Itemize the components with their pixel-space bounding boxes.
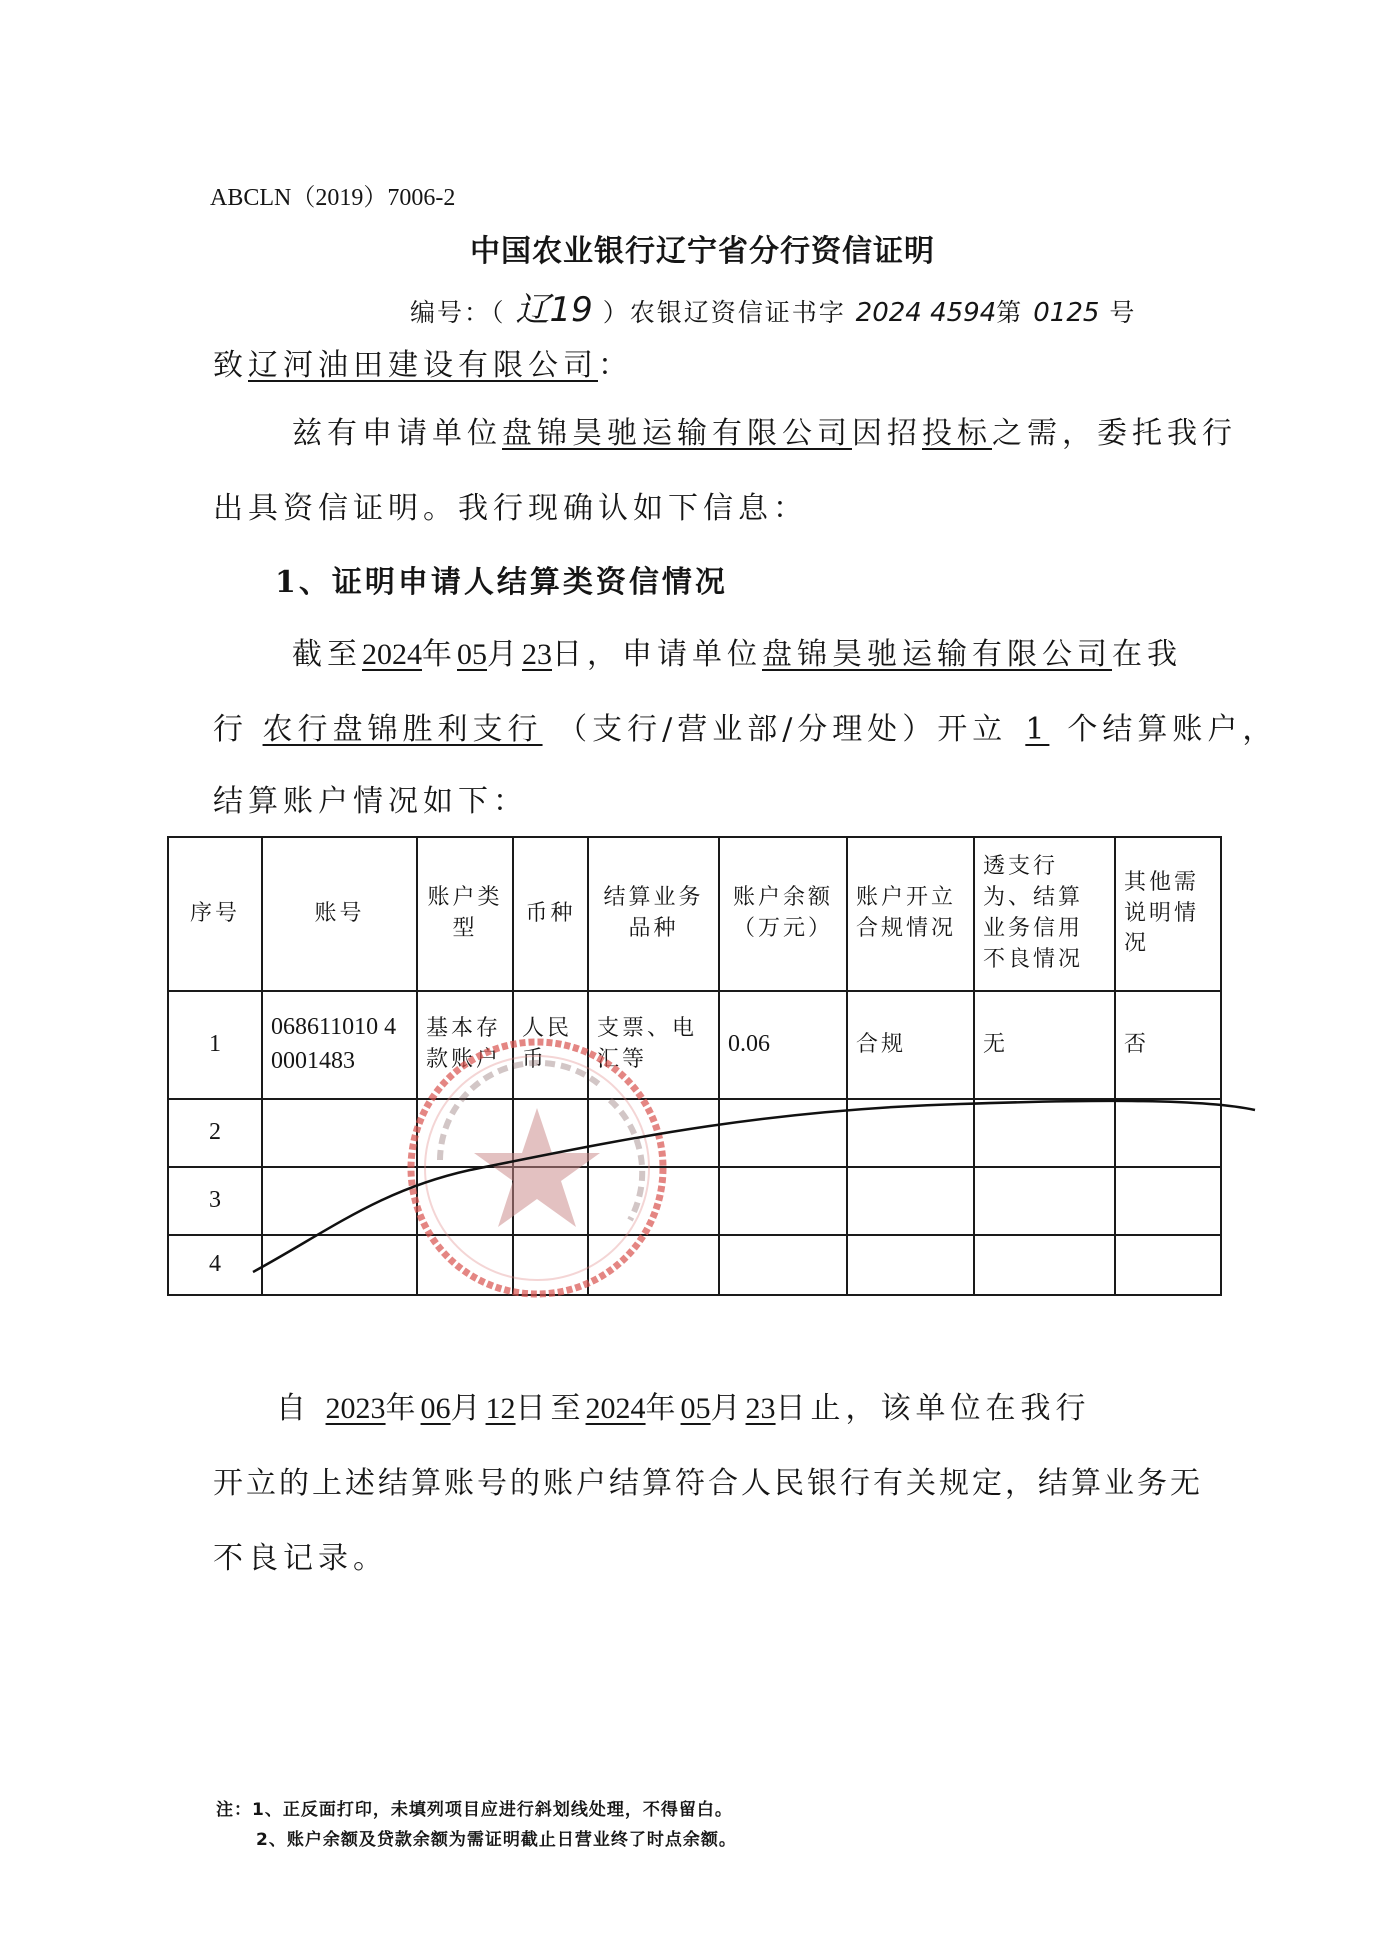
number-prefix: 编号：（ — [410, 298, 506, 327]
section-heading: 1、证明申请人结算类资信情况 — [275, 565, 728, 600]
as-of-day: 23 — [522, 638, 552, 671]
header-other: 其他需说明情况 — [1115, 837, 1221, 991]
note-2: 2、账户余额及贷款余额为需证明截止日营业终了时点余额。 — [256, 1830, 737, 1850]
cell-compliance — [847, 1099, 974, 1167]
cell-compliance: 合规 — [847, 991, 974, 1099]
cell-business: 支票、电汇等 — [588, 991, 719, 1099]
table-header-row — [168, 837, 1221, 991]
cell-currency: 人民币 — [513, 991, 588, 1099]
addressee-prefix: 致 — [213, 348, 248, 383]
as-of-month: 05 — [457, 638, 487, 671]
cell-balance: 0.06 — [719, 991, 847, 1099]
as-of-text: （支行/营业部/分理处）开立 — [557, 712, 1008, 747]
period-text: 年 — [645, 1391, 681, 1426]
period-line-3: 不良记录。 — [213, 1541, 388, 1576]
header-balance: 账户余额（万元） — [719, 837, 847, 991]
period-line-2: 开立的上述结算账号的账户结算符合人民银行有关规定，结算业务无 — [213, 1466, 1203, 1501]
as-of-line-2 — [213, 704, 1277, 748]
cell-account-type: 基本存款账户 — [417, 991, 513, 1099]
intro-line-2: 出具资信证明。我行现确认如下信息： — [213, 491, 808, 526]
intro-text: 兹有申请单位 — [292, 416, 502, 451]
as-of-text: 行 — [213, 712, 248, 747]
cell-bad-credit — [974, 1099, 1115, 1167]
cell-currency — [513, 1167, 588, 1235]
cell-account-no — [262, 1235, 417, 1295]
purpose: 投标 — [922, 416, 992, 451]
period-to-month: 05 — [680, 1392, 711, 1425]
period-text: 月 — [450, 1391, 486, 1426]
account-count: 1 — [1025, 712, 1050, 747]
addressee-line — [213, 340, 633, 384]
as-of-line-1 — [292, 629, 1182, 673]
cell-other — [1115, 1235, 1221, 1295]
header-index: 序号 — [168, 837, 262, 991]
cell-balance — [719, 1235, 847, 1295]
as-of-text: 年 — [422, 637, 457, 672]
as-of-text: 截至 — [292, 637, 362, 672]
addressee-name: 辽河油田建设有限公司 — [248, 348, 598, 383]
header-compliance: 账户开立合规情况 — [847, 837, 974, 991]
header-account-no: 账号 — [262, 837, 417, 991]
intro-text: 之需，委托我行 — [992, 416, 1237, 451]
table-row — [168, 1099, 1221, 1167]
period-text: 月 — [710, 1391, 746, 1426]
note-1: 注：1、正反面打印，未填列项目应进行斜划线处理，不得留白。 — [216, 1800, 733, 1820]
cell-index: 1 — [168, 991, 262, 1099]
header-business: 结算业务品种 — [588, 837, 719, 991]
handwritten-code: 2024 4594 — [855, 298, 997, 328]
applicant-name: 盘锦昊驰运输有限公司 — [502, 416, 852, 451]
applicant-name: 盘锦昊驰运输有限公司 — [762, 637, 1112, 672]
cell-account-no — [262, 1167, 417, 1235]
table-row — [168, 1167, 1221, 1235]
cell-business — [588, 1099, 719, 1167]
cell-index: 3 — [168, 1167, 262, 1235]
branch-name: 农行盘锦胜利支行 — [262, 712, 543, 747]
cell-business — [588, 1167, 719, 1235]
document-title: 中国农业银行辽宁省分行资信证明 — [470, 234, 935, 269]
cell-compliance — [847, 1235, 974, 1295]
cell-compliance — [847, 1167, 974, 1235]
header-bad-credit: 透支行为、结算业务信用不良情况 — [974, 837, 1115, 991]
cell-balance — [719, 1167, 847, 1235]
header-account-type: 账户类型 — [417, 837, 513, 991]
cell-bad-credit — [974, 1235, 1115, 1295]
period-from-day: 12 — [485, 1392, 516, 1425]
header-currency: 币种 — [513, 837, 588, 991]
as-of-text: 月 — [487, 637, 522, 672]
form-code: ABCLN（2019）7006-2 — [210, 185, 456, 211]
cell-account-no — [262, 1099, 417, 1167]
account-table — [167, 836, 1222, 1296]
as-of-year: 2024 — [362, 638, 422, 671]
cell-currency — [513, 1099, 588, 1167]
as-of-text: 日，申请单位 — [552, 637, 762, 672]
period-from-year: 2023 — [325, 1392, 386, 1425]
cell-other — [1115, 1167, 1221, 1235]
period-text: 年 — [385, 1391, 421, 1426]
number-di: 第 — [996, 298, 1024, 327]
table-row — [168, 1235, 1221, 1295]
cell-account-no: 068611010 40001483 — [262, 991, 417, 1099]
addressee-suffix: ： — [598, 348, 633, 383]
cell-account-type — [417, 1099, 513, 1167]
as-of-text: 在我 — [1112, 637, 1182, 672]
period-line-1 — [276, 1383, 1091, 1427]
period-text: 日至 — [515, 1391, 586, 1426]
table-row — [168, 991, 1221, 1099]
as-of-line-3: 结算账户情况如下： — [213, 784, 528, 819]
intro-line-1 — [292, 408, 1237, 452]
cell-index: 4 — [168, 1235, 262, 1295]
cell-balance — [719, 1099, 847, 1167]
number-middle: ）农银辽资信证书字 — [602, 298, 846, 327]
handwritten-year: 辽19 — [515, 290, 593, 330]
intro-text: 因招 — [852, 416, 922, 451]
certificate-number — [410, 282, 1136, 331]
cell-other: 否 — [1115, 991, 1221, 1099]
period-to-day: 23 — [745, 1392, 776, 1425]
period-text: 自 — [276, 1391, 311, 1426]
period-from-month: 06 — [420, 1392, 451, 1425]
cell-index: 2 — [168, 1099, 262, 1167]
cell-business — [588, 1235, 719, 1295]
cell-bad-credit: 无 — [974, 991, 1115, 1099]
cell-bad-credit — [974, 1167, 1115, 1235]
cell-account-type — [417, 1235, 513, 1295]
period-to-year: 2024 — [585, 1392, 646, 1425]
cell-other — [1115, 1099, 1221, 1167]
handwritten-serial: 0125 — [1033, 298, 1100, 328]
cell-account-type — [417, 1167, 513, 1235]
period-text: 日止，该单位在我行 — [775, 1391, 1091, 1426]
number-suffix: 号 — [1109, 298, 1137, 327]
cell-currency — [513, 1235, 588, 1295]
as-of-text: 个结算账户， — [1067, 712, 1278, 747]
